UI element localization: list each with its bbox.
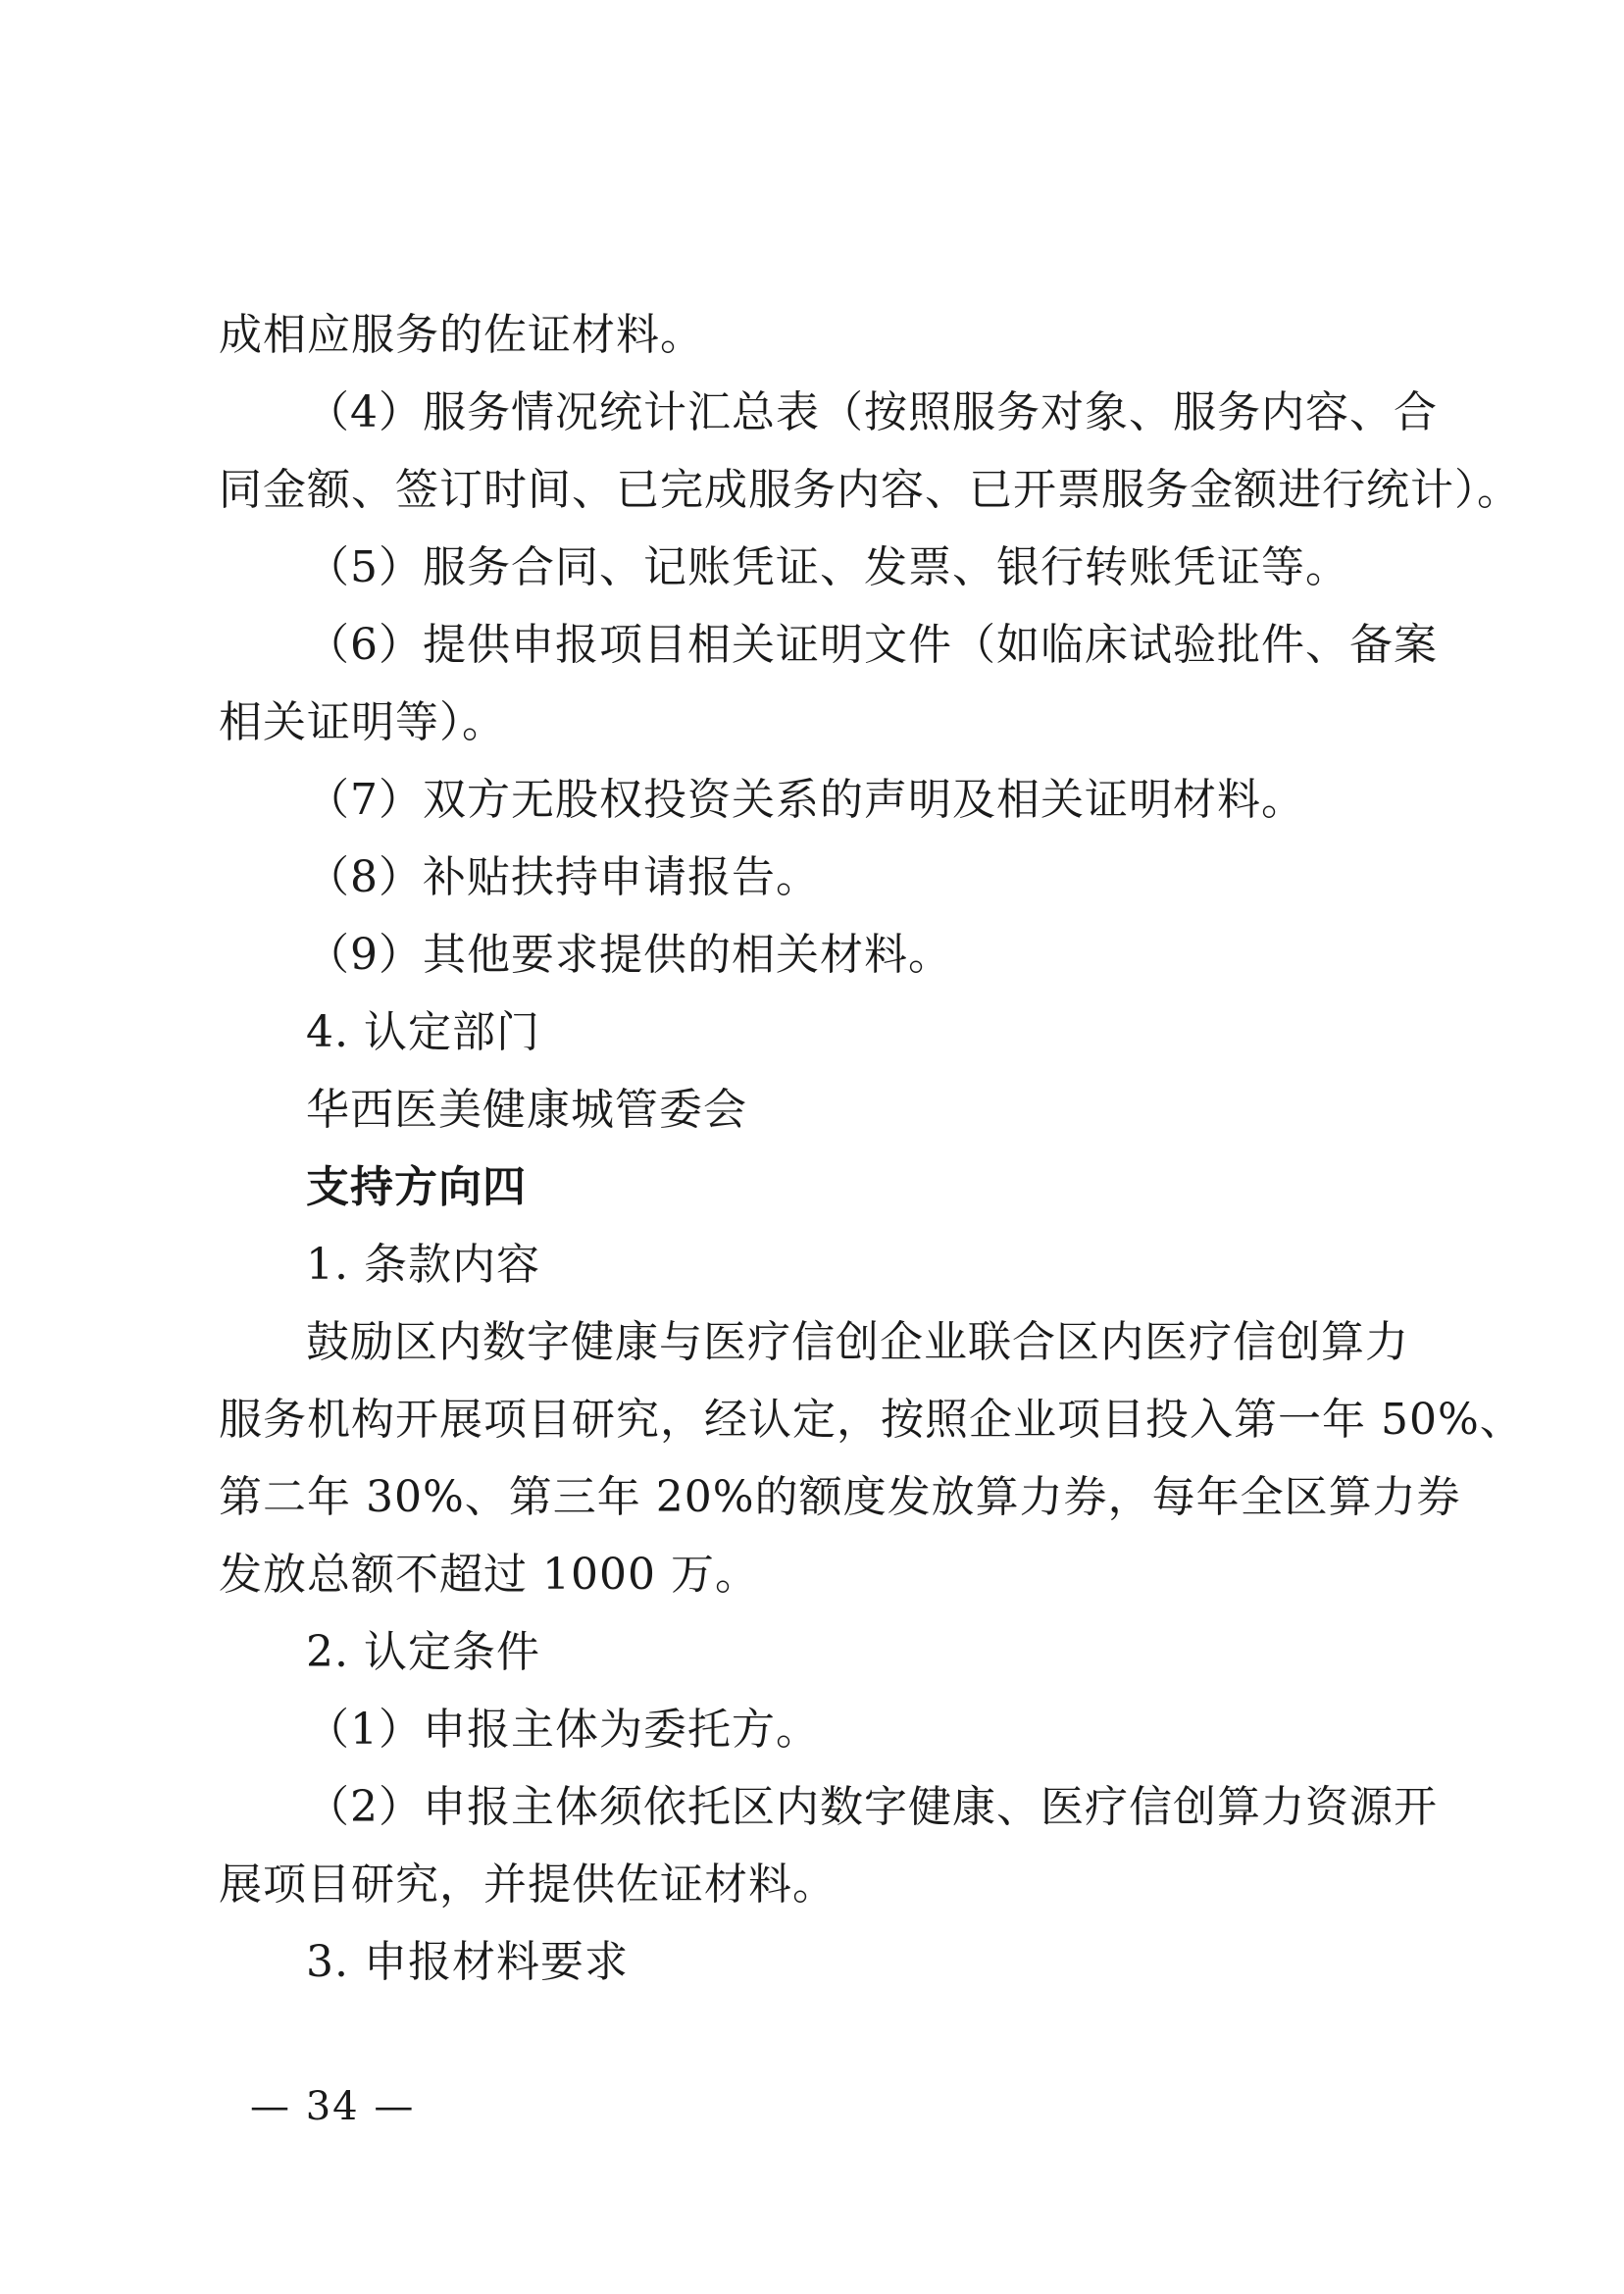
- section-heading: 4. 认定部门: [306, 1007, 540, 1057]
- paragraph-line: 华西医美健康城管委会: [306, 1085, 747, 1135]
- paragraph-line: （7）双方无股权投资关系的声明及相关证明材料。: [306, 775, 1305, 825]
- paragraph-line: 第二年 30%、第三年 20%的额度发放算力券，每年全区算力券: [219, 1472, 1461, 1522]
- page-number: — 34 —: [250, 2084, 416, 2129]
- paragraph-line: 服务机构开展项目研究，经认定，按照企业项目投入第一年 50%、: [219, 1395, 1524, 1445]
- paragraph-line: （6）提供申报项目相关证明文件（如临床试验批件、备案: [306, 620, 1438, 670]
- paragraph-line: 展项目研究，并提供佐证材料。: [219, 1860, 837, 1910]
- paragraph-line: （9）其他要求提供的相关材料。: [306, 930, 952, 980]
- section-heading: 1. 条款内容: [306, 1240, 540, 1290]
- paragraph-line: （2）申报主体须依托区内数字健康、医疗信创算力资源开: [306, 1782, 1438, 1832]
- section-heading: 2. 认定条件: [306, 1627, 540, 1677]
- paragraph-line: 发放总额不超过 1000 万。: [219, 1550, 759, 1600]
- paragraph-line: （5）服务合同、记账凭证、发票、银行转账凭证等。: [306, 542, 1349, 592]
- section-title: 支持方向四: [306, 1162, 527, 1212]
- paragraph-line: 鼓励区内数字健康与医疗信创企业联合区内医疗信创算力: [306, 1317, 1409, 1367]
- section-heading: 3. 申报材料要求: [306, 1937, 629, 1987]
- paragraph-line: （4）服务情况统计汇总表（按照服务对象、服务内容、合: [306, 387, 1438, 437]
- paragraph-line: （1）申报主体为委托方。: [306, 1705, 820, 1755]
- paragraph-line: （8）补贴扶持申请报告。: [306, 852, 820, 902]
- paragraph-line: 相关证明等）。: [219, 697, 506, 747]
- paragraph-line: 同金额、签订时间、已完成服务内容、已开票服务金额进行统计）。: [219, 465, 1521, 515]
- paragraph-line: 成相应服务的佐证材料。: [219, 310, 704, 360]
